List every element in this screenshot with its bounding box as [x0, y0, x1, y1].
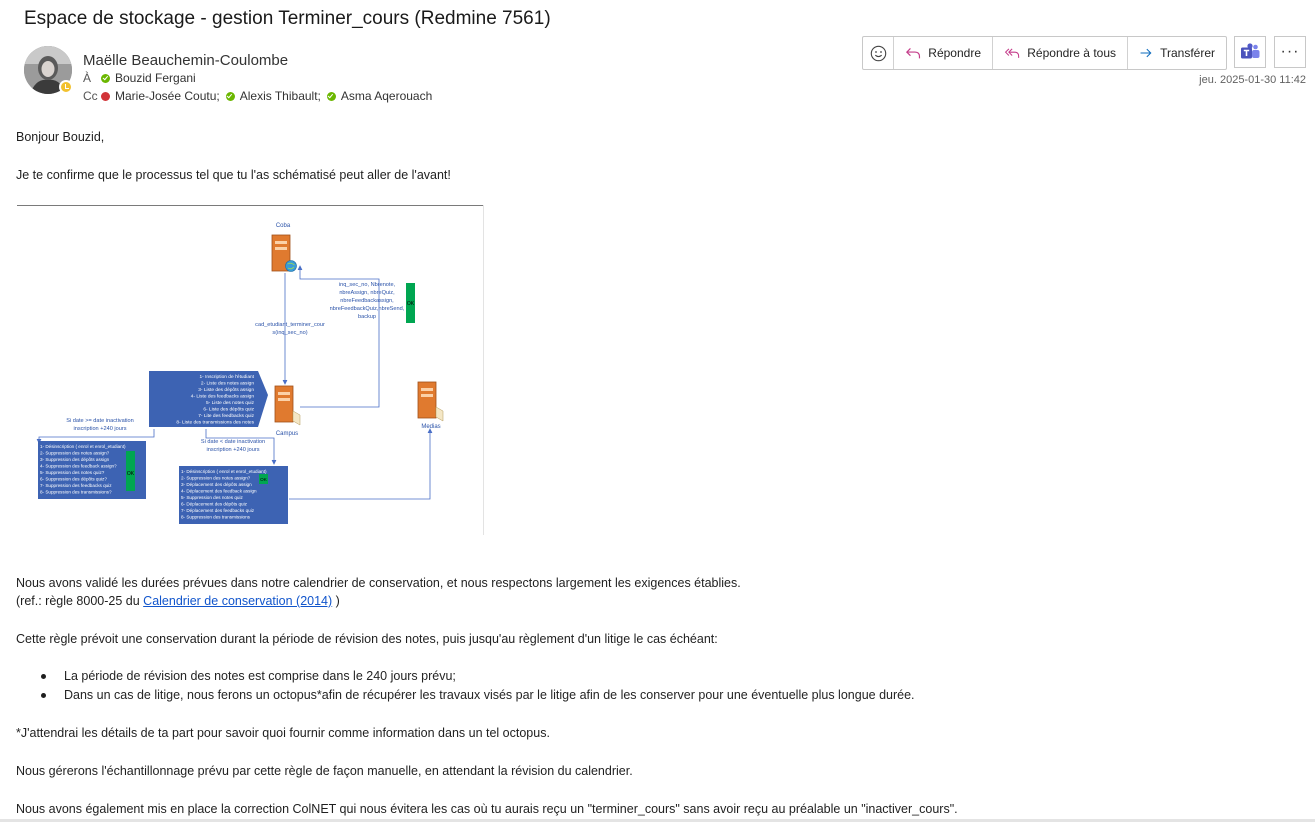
- left-box-line: 5- Suppression des notes quiz?: [40, 470, 105, 475]
- campus-label: Campus: [275, 431, 299, 437]
- message-actions-toolbar: [862, 36, 1227, 70]
- sender-name[interactable]: Maëlle Beauchemin-Coulombe: [83, 52, 289, 69]
- presence-available-icon: [327, 92, 336, 101]
- step-line: 4- Liste des feedbacks assign: [190, 394, 254, 400]
- more-icon: ···: [1280, 43, 1300, 60]
- bullet-icon: [41, 693, 46, 698]
- left-box-line: 7- Suppression des feedbacks quiz: [40, 483, 112, 488]
- list-item-text: La période de révision des notes est comprise dans le 240 jours prévu;: [64, 669, 456, 683]
- recipient-cc[interactable]: [101, 89, 220, 103]
- paragraph-rule: Cette règle prévoit une conservation durant la période de révision des notes, puis jusqu'au règlement d'un litige le cas échéant:: [16, 632, 718, 646]
- forward-arrow-icon: [1139, 45, 1153, 61]
- email-subject: Espace de stockage - gestion Terminer_cours (Redmine 7561): [24, 8, 551, 29]
- bullet-icon: [41, 674, 46, 679]
- recipient-to[interactable]: [101, 71, 196, 85]
- left-box-line: 8- Suppression des transmissions?: [40, 489, 112, 495]
- to-line: [83, 71, 202, 85]
- step-line: 7- Lite des feedbacks quiz: [198, 414, 254, 419]
- recipient-cc[interactable]: [226, 89, 321, 103]
- ok-label: OK: [406, 301, 415, 307]
- greeting: Bonjour Bouzid,: [16, 130, 105, 144]
- more-actions-button[interactable]: [1274, 36, 1306, 68]
- call-line: cad_etudiant_terminer_cour: [255, 322, 325, 328]
- condition-right-line: inscription +240 jours: [206, 447, 260, 453]
- reference-prefix: (ref.: règle 8000-25 du: [16, 594, 144, 608]
- to-label: À: [83, 71, 92, 85]
- coba-label: Coba: [275, 223, 291, 229]
- left-box-line: 6- Suppression des dépôts quiz?: [40, 476, 107, 482]
- forward-label: Transférer: [1160, 46, 1215, 60]
- left-box-line: 2- Suppression des notes assign?: [40, 450, 110, 456]
- ok-label: OK: [126, 471, 135, 477]
- forward-button[interactable]: [1128, 37, 1226, 69]
- teams-icon: [1240, 43, 1260, 61]
- paragraph-confirmation: Je te confirme que le processus tel que tu l'as schématisé peut aller de l'avant!: [16, 168, 451, 182]
- right-box-line: 4- Déplacement des feedback assign: [181, 488, 257, 494]
- list-item-text: Dans un cas de litige, nous ferons un octopus*afin de récupérer les travaux visés par le litige afin de les conserver pour une éventuelle plus longue durée.: [64, 688, 915, 702]
- ok-label: OK: [260, 477, 267, 482]
- recipient-name: Bouzid Fergani: [115, 71, 196, 85]
- param-line: inq_sec_no, Nbrenote,: [338, 282, 396, 288]
- right-box-line: 1- Désinscription ( enrol et enrol_etudiant): [181, 469, 267, 474]
- left-box-line: 1- Désinscription ( enrol et enrol_etudiant): [40, 444, 126, 449]
- param-line: nbreFeedbackQuiz,nbreSend,: [329, 306, 405, 312]
- calendar-link[interactable]: Calendrier de conservation (2014): [143, 594, 333, 608]
- right-box-line: 8- Suppression des transmissions: [181, 514, 250, 520]
- react-button[interactable]: [863, 37, 894, 69]
- reply-all-label: Répondre à tous: [1027, 46, 1116, 60]
- left-box-line: 4- Suppression des feedback assign?: [40, 463, 117, 469]
- reply-all-button[interactable]: [993, 37, 1128, 69]
- right-box-line: 5- Suppression des notes quiz: [181, 495, 243, 500]
- reply-icon: [905, 45, 921, 61]
- recipient-name: Asma Aqerouach: [340, 89, 433, 103]
- condition-left-line: inscription +240 jours: [73, 426, 127, 432]
- recipient-cc[interactable]: [327, 89, 432, 103]
- medias-server-icon: [418, 382, 443, 421]
- condition-right-line: Si date < date inactivation: [200, 439, 266, 445]
- condition-left-line: Si date >= date inactivation: [66, 418, 134, 424]
- paragraph-octopus: *J'attendrai les détails de ta part pour savoir quoi fournir comme information dans un tel octopus.: [16, 726, 550, 740]
- reply-label: Répondre: [928, 46, 981, 60]
- campus-server-icon: [275, 386, 300, 425]
- paragraph-sampling: Nous gérerons l'échantillonnage prévu par cette règle de façon manuelle, en attendant la révision du calendrier.: [16, 764, 633, 778]
- right-box-line: 6- Déplacement des dépôts quiz: [181, 501, 247, 507]
- param-line: nbreAssign, nbreQuiz,: [339, 290, 395, 296]
- recipient-name: Alexis Thibault;: [239, 89, 321, 103]
- right-box-line: 7- Déplacement des feedbacks quiz: [181, 508, 255, 513]
- cc-line: [83, 89, 438, 103]
- call-line: s(inq_sec_no): [272, 330, 308, 336]
- medias-label: Medias: [421, 424, 441, 430]
- presence-away-icon: [59, 80, 73, 94]
- param-line: backup: [357, 314, 377, 320]
- presence-available-icon: [226, 92, 235, 101]
- step-line: 6- Liste des dépôts quiz: [203, 407, 254, 413]
- presence-available-icon: [101, 74, 110, 83]
- step-line: 8- Liste des transmissions des notes: [176, 420, 254, 426]
- reply-button[interactable]: [894, 37, 993, 69]
- recipient-name: Marie-Josée Coutu;: [115, 89, 220, 103]
- message-date: jeu. 2025-01-30 11:42: [1199, 74, 1306, 86]
- right-box-line: 3- Déplacement des dépôts assign: [181, 482, 252, 487]
- step-line: 3- Liste des dépôts assign: [198, 388, 254, 393]
- step-line: 1- Inscription de l'étudiant: [199, 375, 254, 380]
- paragraph-colnet: Nous avons également mis en place la correction ColNET qui nous évitera les cas où tu aurais reçu un "terminer_cours" sans avoir reçu au préalable un "inactiver_cours".: [16, 802, 958, 816]
- step-line: 2- Liste des notes assign: [200, 381, 254, 387]
- paragraph-validation: Nous avons validé les durées prévues dans notre calendrier de conservation, et nous respectons largement les exigences établies.: [16, 576, 741, 590]
- reference-suffix: ): [332, 594, 340, 608]
- paragraph-reference: [16, 594, 340, 608]
- process-diagram[interactable]: [17, 205, 484, 535]
- cc-label: Cc: [83, 89, 98, 103]
- param-line: nbreFeedbackassign,: [340, 298, 394, 304]
- presence-busy-icon: [101, 92, 110, 101]
- teams-button[interactable]: [1234, 36, 1266, 68]
- left-box-line: 3- Suppression des dépôts assign: [40, 457, 110, 462]
- reply-all-icon: [1004, 45, 1020, 61]
- right-box-line: 2- Suppression des notes assign?: [181, 475, 251, 481]
- coba-server-icon: [272, 235, 297, 272]
- smiley-icon: [870, 45, 887, 62]
- step-line: 5- Liste des notes quiz: [206, 401, 254, 406]
